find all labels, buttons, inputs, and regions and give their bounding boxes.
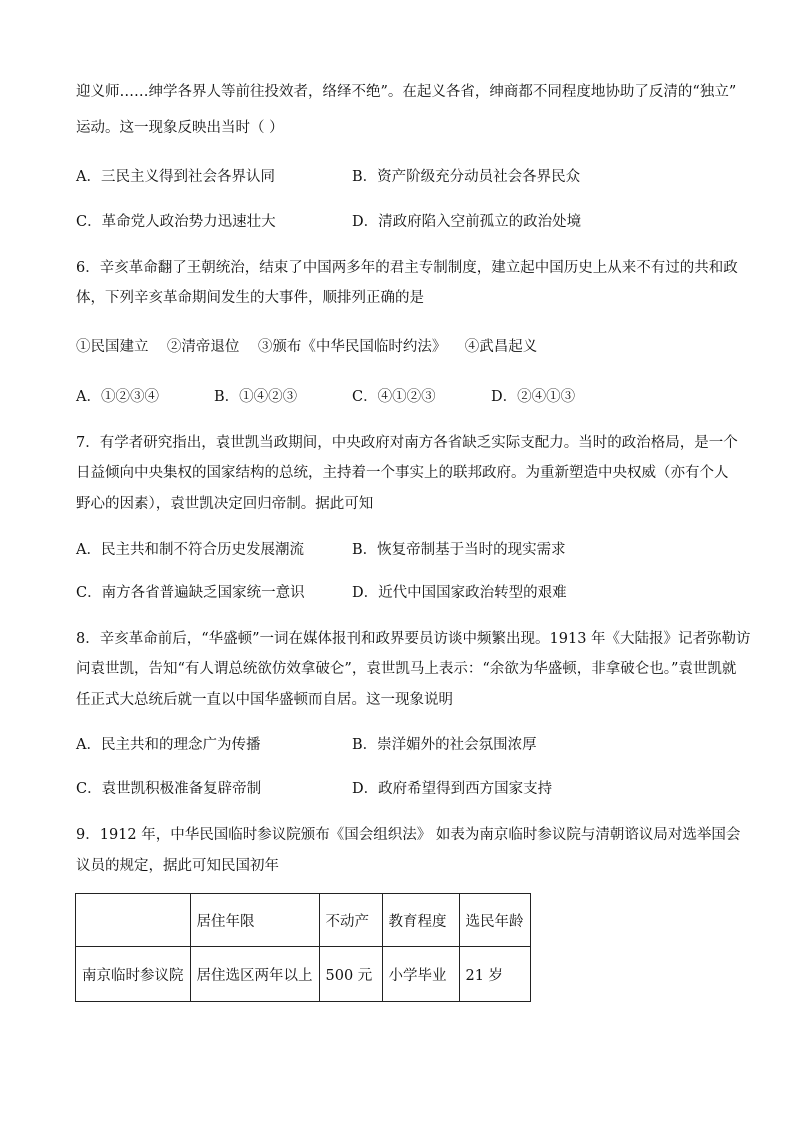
q8-option-d[interactable]: D．政府希望得到西方国家支持 bbox=[352, 781, 553, 797]
table-cell: 居住选区两年以上 bbox=[190, 947, 319, 1002]
q7-option-c[interactable]: C．南方各省普遍缺乏国家统一意识 bbox=[76, 585, 305, 601]
table-header-cell: 不动产 bbox=[319, 894, 382, 947]
q8-stem-line1: 8．辛亥革命前后，“华盛顿”一词在媒体报刊和政界要员访谈中频繁出现。1913 年《大陆报》记者弥勒访 bbox=[76, 631, 751, 647]
q5-option-d[interactable]: D．清政府陷入空前孤立的政治处境 bbox=[352, 214, 582, 230]
table-cell: 南京临时参议院 bbox=[76, 947, 191, 1002]
q7-stem-line3: 野心的因素），袁世凯决定回归帝制。据此可知 bbox=[76, 496, 374, 512]
table-row bbox=[76, 947, 531, 1002]
q8-option-c[interactable]: C．袁世凯积极准备复辟帝制 bbox=[76, 781, 262, 797]
table-header-row bbox=[76, 894, 531, 947]
table-cell: 21 岁 bbox=[459, 947, 530, 1002]
table-header-cell bbox=[76, 894, 191, 947]
q8-option-b[interactable]: B．崇洋媚外的社会氛围浓厚 bbox=[352, 737, 537, 753]
q7-option-d[interactable]: D．近代中国国家政治转型的艰难 bbox=[352, 585, 567, 601]
q6-option-a[interactable]: A．①②③④ bbox=[76, 389, 159, 405]
q7-option-b[interactable]: B．恢复帝制基于当时的现实需求 bbox=[352, 542, 566, 558]
q6-option-d[interactable]: D．②④①③ bbox=[491, 389, 576, 405]
q6-option-b[interactable]: B．①④②③ bbox=[214, 389, 298, 405]
table-header-cell: 居住年限 bbox=[190, 894, 319, 947]
q6-stem-line1: 6．辛亥革命翻了王朝统治，结束了中国两多年的君主专制制度，建立起中国历史上从来不有过的共和政 bbox=[76, 260, 738, 276]
table-cell: 小学毕业 bbox=[382, 947, 459, 1002]
q5-option-c[interactable]: C．革命党人政治势力迅速壮大 bbox=[76, 214, 276, 230]
q7-option-a[interactable]: A．民主共和制不符合历史发展潮流 bbox=[76, 542, 304, 558]
table-cell: 500 元 bbox=[319, 947, 382, 1002]
q5-option-b[interactable]: B．资产阶级充分动员社会各界民众 bbox=[352, 169, 581, 185]
table-header-cell: 教育程度 bbox=[382, 894, 459, 947]
q5-option-a[interactable]: A．三民主义得到社会各界认同 bbox=[76, 169, 275, 185]
q5-stem-line1: 迎义师……绅学各界人等前往投效者，络绎不绝”。在起义各省，绅商都不同程度地协助了反清的“独立” bbox=[76, 84, 737, 100]
q7-stem-line2: 日益倾向中央集权的国家结构的总统，主持着一个事实上的联邦政府。为重新塑造中央权威（亦有个人 bbox=[76, 465, 729, 481]
q9-stem-line1: 9．1912 年，中华民国临时参议院颁布《国会组织法》 如表为南京临时参议院与清朝谘议局对选举国会 bbox=[76, 827, 741, 843]
q8-stem-line3: 任正式大总统后就一直以中国华盛顿而自居。这一现象说明 bbox=[76, 692, 453, 708]
q5-stem-line2: 运动。这一现象反映出当时（ ） bbox=[76, 120, 284, 136]
q6-stem-line2: 体，下列辛亥革命期间发生的大事件，顺排列正确的是 bbox=[76, 290, 424, 306]
q7-stem-line1: 7．有学者研究指出，袁世凯当政期间，中央政府对南方各省缺乏实际支配力。当时的政治格局，是一个 bbox=[76, 435, 738, 451]
q9-stem-line2: 议员的规定，据此可知民国初年 bbox=[76, 858, 279, 874]
table-header-cell: 选民年龄 bbox=[459, 894, 530, 947]
q8-option-a[interactable]: A．民主共和的理念广为传播 bbox=[76, 737, 261, 753]
election-rules-table bbox=[75, 893, 531, 1002]
q6-event-list: ①民国建立 ②清帝退位 ③颁布《中华民国临时约法》 ④武昌起义 bbox=[76, 339, 538, 355]
q6-option-c[interactable]: C．④①②③ bbox=[352, 389, 436, 405]
q8-stem-line2: 问袁世凯，告知“有人谓总统欲仿效拿破仑”，袁世凯马上表示：“余欲为华盛顿，非拿破仑也。”袁世凯就 bbox=[76, 661, 737, 677]
